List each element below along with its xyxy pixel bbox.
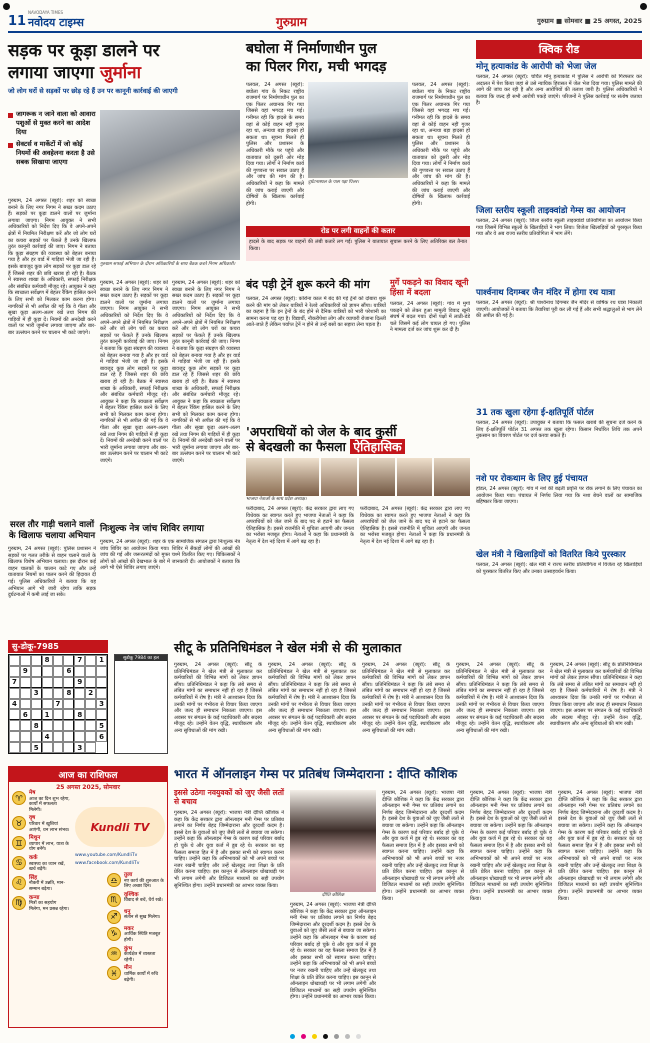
zodiac-icon: ♌ — [12, 876, 26, 890]
sudoku-block — [8, 640, 168, 760]
lead-headline-highlight: जुर्माना — [100, 63, 142, 83]
sudoku-cell — [42, 720, 53, 731]
paper-name: नवोदय टाइम्स — [28, 16, 84, 29]
lead-story — [8, 40, 240, 520]
quick-read-item-6-title: खेल मंत्री ने खिलाड़ियों को वितरित किये पुरस्कार — [476, 550, 626, 560]
kundli-logo-text: Kundli TV — [90, 820, 150, 834]
banner-story — [246, 424, 470, 634]
sudoku-cell: 4 — [42, 731, 53, 742]
sudoku-cell: 5 — [96, 720, 107, 731]
rashi-name: तुला — [124, 872, 133, 878]
rashi-text: मित्रों का सहयोग मिलेगा, मन प्रसन्न रहेगा। — [29, 901, 70, 912]
quick-read-title: क्विक रीड — [476, 40, 642, 59]
registration-mark-top-right — [640, 3, 647, 10]
sudoku-cell: 8 — [42, 655, 53, 666]
quick-read-item-5-body: होडल, 24 अगस्त (ब्यूरो): गांव में नशे की बढ़ती प्रवृत्ति पर रोक लगाने के लिए पंचायत का आयोजन किया गया। पंचायत में निर्णय लिया गया कि नशा बेचने वालों का सामाजिक बहिष्कार किया जाएगा। — [476, 486, 642, 506]
rashi-signs_right-1 — [107, 893, 165, 907]
sudoku-cell: 1 — [96, 655, 107, 666]
quick-read-item-3 — [476, 288, 642, 404]
zodiac-icon: ♏ — [107, 893, 121, 907]
quick-read-item-6-body: पलवल, 24 अगस्त (ब्यूरो): खेल मंत्री ने राज्य स्तरीय प्रतियोगिता में विजेता रहे खिलाड़ियों को पुरस्कार वितरित किए और उनका उत्साहवर्धन किया। — [476, 562, 642, 575]
sudoku-cell: 5 — [31, 742, 42, 753]
games-body-3: गुरुग्राम, 24 अगस्त (ब्यूरो): भाजपा नेत्री दीप्ति कौशिक ने कहा कि केंद्र सरकार द्वारा ऑनलाइन मनी गेम्स पर प्रतिबंध लगाने का निर्णय बेहद जिम्मेदाराना और दूरदर्शी कदम है। इससे देश के युवाओं को जुए जैसी लतों से बचाया जा सकेगा। उन्होंने कहा कि ऑनलाइन गेम्स के कारण कई परिवार बर्बाद हो चुके थे और युवा कर्ज में डूब रहे थे। सरकार का यह फैसला समाज हित में है और इसका सभी को स्वागत करना चाहिए। उन्होंने कहा कि अभिभावकों को भी अपने बच्चों पर नजर रखनी चाहिए और उन्हें खेलकूद तथा शिक्षा के प्रति प्रेरित करना चाहिए। इस कानून से ऑनलाइन धोखाधड़ी पर भी लगाम लगेगी और डिजिटल माध्यमों का सही उपयोग सुनिश्चित होगा। उन्होंने प्रधानमंत्री का आभार व्यक्त किया। — [382, 790, 464, 902]
rashi-signs-5 — [12, 896, 70, 913]
rashi-signs-0 — [12, 791, 70, 813]
sudoku-cell — [96, 677, 107, 688]
rashi-signs_right-0 — [107, 873, 165, 890]
sudoku-cell — [9, 709, 20, 720]
rashi-signs_right-2 — [107, 910, 165, 924]
sudoku-cell — [74, 688, 85, 699]
train-body: पलवल, 24 अगस्त (ब्यूरो): कोरोना काल में बंद की गई ट्रेनों को दोबारा शुरू करने की मांग को लेकर यात्रियों ने रेलवे अधिकारियों को ज्ञापन सौंपा। यात्रियों का कहना है कि इन ट्रेनों के बंद होने से दैनिक यात्रियों को भारी परेशानी का सामना करना पड़ रहा है। विद्यार्थी, नौकरीपेशा लोग और व्यापारी रोजाना दिल्ली आते-जाते हैं लेकिन पर्याप्त ट्रेनें न होने से उन्हें बसों का सहारा लेना पड़ता है। — [246, 296, 386, 329]
delegation-headline: सीटू के प्रतिनिधिमंडल ने खेल मंत्री से की मुलाकात — [174, 640, 402, 655]
bridge-headline-line-1: बघोला में निर्माणाधीन पुल — [246, 41, 377, 57]
banner-photo-3 — [321, 458, 357, 496]
delegation-body-2: गुरुग्राम, 24 अगस्त (ब्यूरो): सीटू के प्रतिनिधिमंडल ने खेल मंत्री से मुलाकात कर कर्मचारियों की विभिन्न मांगों को लेकर ज्ञापन सौंपा। प्रतिनिधिमंडल ने कहा कि लंबे समय से लंबित मांगों का समाधान नहीं हो रहा है जिससे कर्मचारियों में रोष है। मंत्री ने आश्वासन दिया कि उनकी मांगों पर गंभीरता से विचार किया जाएगा और जल्द ही समाधान निकाला जाएगा। इस अवसर पर संगठन के कई पदाधिकारी और सदस्य मौजूद रहे। उन्होंने वेतन वृद्धि, स्थायीकरण और अन्य सुविधाओं की मांग रखी। — [268, 662, 356, 734]
rashi-name: कन्या — [29, 894, 40, 901]
quick-read-item-4 — [476, 408, 642, 470]
rashi-name: वृष — [29, 815, 36, 822]
rashi-text-block — [124, 927, 165, 944]
bridge-bar-title: रोड पर लगी वाहनों की कतार — [246, 226, 470, 237]
banner-photo-6 — [434, 458, 470, 496]
sudoku-prev-box — [114, 654, 168, 754]
banner-photo-1 — [246, 458, 282, 496]
rashi-signs-3 — [12, 856, 70, 873]
header-rule — [8, 31, 642, 33]
sudoku-cell — [63, 731, 74, 742]
sudoku-cell — [9, 720, 20, 731]
sudoku-cell — [85, 666, 96, 677]
rashi-text-block — [29, 896, 70, 913]
sudoku-cell — [31, 709, 42, 720]
page-number: 11 — [8, 14, 27, 29]
sudoku-cell — [20, 720, 31, 731]
sudoku-cell: 3 — [96, 699, 107, 710]
quick-read-item-6 — [476, 550, 642, 596]
sudoku-cell: 6 — [20, 709, 31, 720]
chicken-headline: मुर्गे पकड़ने का विवाद खूनी हिंसा में बदला — [390, 278, 469, 297]
sudoku-cell: 8 — [31, 720, 42, 731]
rashi-text-block — [29, 836, 70, 853]
sudoku-cell — [74, 699, 85, 710]
rashi-text: परिवार में खुशियां आएंगी, धन लाभ संभव। — [29, 821, 70, 833]
bridge-body-1: पलवल, 24 अगस्त (ब्यूरो): बघोला गांव के निकट राष्ट्रीय राजमार्ग पर निर्माणाधीन पुल का एक पिलर अचानक गिर गया जिससे वहां भगदड़ मच गई। गनीमत रही कि हादसे के समय वहां से कोई वाहन नहीं गुजर रहा था, अन्यथा बड़ा हादसा हो सकता था। सूचना मिलते ही पुलिस और प्रशासन के अधिकारी मौके पर पहुंचे और यातायात को दूसरी ओर मोड़ दिया गया। लोगों ने निर्माण कार्य की गुणवत्ता पर सवाल उठाए हैं और जांच की मांग की है। अधिकारियों ने कहा कि मामले की जांच कराई जाएगी और दोषियों के खिलाफ कार्रवाई होगी। — [246, 82, 304, 207]
rashi-signs_right-4 — [107, 947, 165, 964]
zodiac-icon: ♊ — [12, 836, 26, 850]
lead-bullets-box — [8, 110, 96, 170]
sudoku-cell — [20, 677, 31, 688]
lead-headline-line-2 — [8, 62, 240, 84]
sudoku-cell — [85, 677, 96, 688]
bridge-photo — [308, 82, 408, 178]
camp-body: गुरुग्राम, 24 अगस्त (ब्यूरो): शहर के एक सामाजिक संगठन द्वारा निःशुल्क नेत्र जांच शिविर का आयोजन किया गया। शिविर में सैकड़ों लोगों की आंखों की जांच की गई और जरूरतमंदों को मुफ्त चश्मे वितरित किए गए। चिकित्सकों ने लोगों को आंखों की देखभाल के बारे में जानकारी दी। आयोजकों ने बताया कि आगे भी ऐसे शिविर लगाए जाएंगे। — [100, 539, 240, 572]
sudoku-cell: 7 — [74, 655, 85, 666]
sudoku-cell — [53, 655, 64, 666]
horoscope-block — [8, 766, 168, 1028]
zodiac-icon: ♑ — [107, 927, 121, 941]
sudoku-cell — [42, 677, 53, 688]
zodiac-icon: ♓ — [107, 966, 121, 980]
zodiac-icon: ♐ — [107, 910, 121, 924]
rashi-text-block — [124, 947, 165, 964]
rashi-text: विवाद से बचें, धैर्य रखें। — [124, 898, 163, 904]
sudoku-cell: 6 — [63, 666, 74, 677]
delegation-story — [174, 640, 642, 760]
games-body-2: गुरुग्राम, 24 अगस्त (ब्यूरो): भाजपा नेत्री दीप्ति कौशिक ने कहा कि केंद्र सरकार द्वारा ऑनलाइन मनी गेम्स पर प्रतिबंध लगाने का निर्णय बेहद जिम्मेदाराना और दूरदर्शी कदम है। इससे देश के युवाओं को जुए जैसी लतों से बचाया जा सकेगा। उन्होंने कहा कि ऑनलाइन गेम्स के कारण कई परिवार बर्बाद हो चुके थे और युवा कर्ज में डूब रहे थे। सरकार का यह फैसला समाज हित में है और इसका सभी को स्वागत करना चाहिए। उन्होंने कहा कि अभिभावकों को भी अपने बच्चों पर नजर रखनी चाहिए और उन्हें खेलकूद तथा शिक्षा के प्रति प्रेरित करना चाहिए। इस कानून से ऑनलाइन धोखाधड़ी पर भी लगाम लगेगी और डिजिटल माध्यमों का सही उपयोग सुनिश्चित होगा। उन्होंने प्रधानमंत्री का आभार व्यक्त किया। — [290, 902, 376, 1001]
sudoku-cell — [20, 655, 31, 666]
sudoku-cell — [31, 666, 42, 677]
sudoku-cell — [63, 742, 74, 753]
sudoku-cell — [42, 699, 53, 710]
page-header — [8, 10, 642, 36]
chicken-story — [390, 278, 470, 418]
games-body-1: गुरुग्राम, 24 अगस्त (ब्यूरो): भाजपा नेत्री दीप्ति कौशिक ने कहा कि केंद्र सरकार द्वारा ऑनलाइन मनी गेम्स पर प्रतिबंध लगाने का निर्णय बेहद जिम्मेदाराना और दूरदर्शी कदम है। इससे देश के युवाओं को जुए जैसी लतों से बचाया जा सकेगा। उन्होंने कहा कि ऑनलाइन गेम्स के कारण कई परिवार बर्बाद हो चुके थे और युवा कर्ज में डूब रहे थे। सरकार का यह फैसला समाज हित में है और इसका सभी को स्वागत करना चाहिए। उन्होंने कहा कि अभिभावकों को भी अपने बच्चों पर नजर रखनी चाहिए और उन्हें खेलकूद तथा शिक्षा के प्रति प्रेरित करना चाहिए। इस कानून से ऑनलाइन धोखाधड़ी पर भी लगाम लगेगी और डिजिटल माध्यमों का सही उपयोग सुनिश्चित होगा। उन्होंने प्रधानमंत्री का आभार व्यक्त किया। — [174, 810, 284, 889]
sudoku-cell — [96, 688, 107, 699]
rashi-text-block — [124, 893, 163, 904]
sudoku-cell — [31, 731, 42, 742]
banner-photo-4 — [359, 458, 395, 496]
sudoku-cell — [42, 666, 53, 677]
sudoku-cell — [9, 688, 20, 699]
rashi-text-block — [124, 910, 160, 921]
sudoku-cell — [85, 720, 96, 731]
rashi-text-block — [124, 966, 165, 983]
sudoku-cell — [20, 731, 31, 742]
zodiac-icon: ♉ — [12, 816, 26, 830]
sudoku-cell — [85, 655, 96, 666]
bridge-bar — [246, 226, 470, 261]
quick-read-item-4-body: पलवल, 24 अगस्त (ब्यूरो): उपायुक्त ने बताया कि फसल खराबे की सूचना दर्ज करने के लिए ई-क्षतिपूर्ति पोर्टल 31 अगस्त तक खुला रहेगा। किसान निर्धारित तिथि तक अपने नुकसान का विवरण पोर्टल पर दर्ज करवा सकते हैं। — [476, 420, 642, 440]
rashi-text: व्यापार में लाभ, यात्रा के योग बनेंगे। — [29, 841, 69, 853]
games-body-4: गुरुग्राम, 24 अगस्त (ब्यूरो): भाजपा नेत्री दीप्ति कौशिक ने कहा कि केंद्र सरकार द्वारा ऑनलाइन मनी गेम्स पर प्रतिबंध लगाने का निर्णय बेहद जिम्मेदाराना और दूरदर्शी कदम है। इससे देश के युवाओं को जुए जैसी लतों से बचाया जा सकेगा। उन्होंने कहा कि ऑनलाइन गेम्स के कारण कई परिवार बर्बाद हो चुके थे और युवा कर्ज में डूब रहे थे। सरकार का यह फैसला समाज हित में है और इसका सभी को स्वागत करना चाहिए। उन्होंने कहा कि अभिभावकों को भी अपने बच्चों पर नजर रखनी चाहिए और उन्हें खेलकूद तथा शिक्षा के प्रति प्रेरित करना चाहिए। इस कानून से ऑनलाइन धोखाधड़ी पर भी लगाम लगेगी और डिजिटल माध्यमों का सही उपयोग सुनिश्चित होगा। उन्होंने प्रधानमंत्री का आभार व्यक्त किया। — [470, 790, 552, 902]
sudoku-cell — [53, 720, 64, 731]
bridge-headline-line-2: का पिलर गिरा, मची भगदड़ — [246, 59, 387, 75]
dateline: गुरुग्राम ■ सोमवार ■ 25 अगस्त, 2025 — [536, 17, 642, 25]
sudoku-cell: 2 — [85, 688, 96, 699]
bottom-strip — [0, 1034, 650, 1040]
zodiac-icon: ♈ — [12, 791, 26, 805]
sudoku-cell — [9, 655, 20, 666]
games-photo-caption: दीप्ति कौशिक — [321, 893, 345, 898]
section-name: गुरुग्राम — [276, 15, 307, 29]
lead-photo — [100, 110, 240, 260]
traffic-headline: सरल तौर गाड़ी चलाने वालों के खिलाफ चलाया अभियान — [8, 520, 96, 541]
kundli-link-2[interactable]: www.facebook.com/KundliTv — [75, 861, 140, 866]
sudoku-cell — [63, 720, 74, 731]
sudoku-cell — [63, 699, 74, 710]
rashi-name: कुंभ — [124, 945, 133, 952]
sudoku-grid — [8, 654, 108, 754]
lead-headline-line-1: सड़क पर कूड़ा डालने पर — [8, 41, 160, 61]
lead-bullet-1: जागरूक न जाने वाला को आवारा पशुओं से मुक्त करने का आदेश दिया — [8, 110, 96, 137]
sudoku-cell — [31, 677, 42, 688]
rashi-text: नए कार्य की शुरुआत के लिए अच्छा दिन। — [124, 878, 164, 890]
delegation-body-4: गुरुग्राम, 24 अगस्त (ब्यूरो): सीटू के प्रतिनिधिमंडल ने खेल मंत्री से मुलाकात कर कर्मचारियों की विभिन्न मांगों को लेकर ज्ञापन सौंपा। प्रतिनिधिमंडल ने कहा कि लंबे समय से लंबित मांगों का समाधान नहीं हो रहा है जिससे कर्मचारियों में रोष है। मंत्री ने आश्वासन दिया कि उनकी मांगों पर गंभीरता से विचार किया जाएगा और जल्द ही समाधान निकाला जाएगा। इस अवसर पर संगठन के कई पदाधिकारी और सदस्य मौजूद रहे। उन्होंने वेतन वृद्धि, स्थायीकरण और अन्य सुविधाओं की मांग रखी। — [456, 662, 544, 734]
banner-photo-2 — [284, 458, 320, 496]
rashi-text-block — [29, 876, 70, 893]
sudoku-cell — [53, 688, 64, 699]
zodiac-icon: ♋ — [12, 856, 26, 870]
rashi-text-block — [124, 873, 165, 890]
rashi-text: कार्यक्षेत्र में व्यस्तता रहेगी। — [124, 952, 156, 963]
rashi-signs_right-5 — [107, 966, 165, 983]
bridge-body-2: पलवल, 24 अगस्त (ब्यूरो): बघोला गांव के निकट राष्ट्रीय राजमार्ग पर निर्माणाधीन पुल का एक पिलर अचानक गिर गया जिससे वहां भगदड़ मच गई। गनीमत रही कि हादसे के समय वहां से कोई वाहन नहीं गुजर रहा था, अन्यथा बड़ा हादसा हो सकता था। सूचना मिलते ही पुलिस और प्रशासन के अधिकारी मौके पर पहुंचे और यातायात को दूसरी ओर मोड़ दिया गया। लोगों ने निर्माण कार्य की गुणवत्ता पर सवाल उठाए हैं और जांच की मांग की है। अधिकारियों ने कहा कि मामले की जांच कराई जाएगी और दोषियों के खिलाफ कार्रवाई होगी। — [412, 82, 470, 207]
sudoku-cell: 7 — [9, 677, 20, 688]
sudoku-cell: 9 — [74, 677, 85, 688]
camp-story — [100, 524, 240, 634]
paper-small-name: NAVODAYA TIMES — [28, 10, 64, 15]
sudoku-cell — [53, 731, 64, 742]
sudoku-cell — [63, 655, 74, 666]
sudoku-cell: 7 — [53, 699, 64, 710]
rashi-signs-4 — [12, 876, 70, 893]
sudoku-cell — [96, 709, 107, 720]
delegation-body-3: गुरुग्राम, 24 अगस्त (ब्यूरो): सीटू के प्रतिनिधिमंडल ने खेल मंत्री से मुलाकात कर कर्मचारियों की विभिन्न मांगों को लेकर ज्ञापन सौंपा। प्रतिनिधिमंडल ने कहा कि लंबे समय से लंबित मांगों का समाधान नहीं हो रहा है जिससे कर्मचारियों में रोष है। मंत्री ने आश्वासन दिया कि उनकी मांगों पर गंभीरता से विचार किया जाएगा और जल्द ही समाधान निकाला जाएगा। इस अवसर पर संगठन के कई पदाधिकारी और सदस्य मौजूद रहे। उन्होंने वेतन वृद्धि, स्थायीकरण और अन्य सुविधाओं की मांग रखी। — [362, 662, 450, 734]
rashi-signs-2 — [12, 836, 70, 853]
delegation-body-5: गुरुग्राम, 24 अगस्त (ब्यूरो): सीटू के प्रतिनिधिमंडल ने खेल मंत्री से मुलाकात कर कर्मचारियों की विभिन्न मांगों को लेकर ज्ञापन सौंपा। प्रतिनिधिमंडल ने कहा कि लंबे समय से लंबित मांगों का समाधान नहीं हो रहा है जिससे कर्मचारियों में रोष है। मंत्री ने आश्वासन दिया कि उनकी मांगों पर गंभीरता से विचार किया जाएगा और जल्द ही समाधान निकाला जाएगा। इस अवसर पर संगठन के कई पदाधिकारी और सदस्य मौजूद रहे। उन्होंने वेतन वृद्धि, स्थायीकरण और अन्य सुविधाओं की मांग रखी। — [550, 662, 642, 728]
bridge-story — [246, 40, 470, 270]
rashi-name: कर्क — [29, 854, 38, 861]
quick-read-item-1-title: मोनू हत्याकांड के आरोपी को भेजा जेल — [476, 62, 597, 72]
banner-body-2: फरीदाबाद, 24 अगस्त (ब्यूरो): केंद्र सरकार द्वारा लाए गए विधेयक का स्वागत करते हुए भाजपा नेताओं ने कहा कि अपराधियों को जेल जाने के बाद पद से हटाने का फैसला ऐतिहासिक है। इससे राजनीति में शुचिता आएगी और जनता का भरोसा मजबूत होगा। नेताओं ने कहा कि प्रधानमंत्री के नेतृत्व में देश नई दिशा में आगे बढ़ रहा है। — [360, 506, 470, 545]
lead-deck: जो लोग घरों से सड़कों पर छोड़ रहे हैं उन पर कानूनी कार्रवाई की जाएगी — [8, 87, 178, 95]
lead-photo-caption: गुरुग्राम सफाई अभियान के दौरान अधिकारियों के साथ बैठक करते निगम अधिकारी। — [100, 262, 236, 267]
sudoku-cell — [63, 709, 74, 720]
sudoku-cell — [9, 731, 20, 742]
sudoku-cell: 8 — [74, 709, 85, 720]
rashi-name: सिंह — [29, 874, 38, 881]
bridge-photo-caption: दुर्घटनास्थल के पास पड़ा पिलर। — [308, 180, 359, 185]
sudoku-cell — [96, 666, 107, 677]
sudoku-cell — [74, 666, 85, 677]
zodiac-icon: ♒ — [107, 947, 121, 961]
quick-read-item-3-body: पलवल, 24 अगस्त (ब्यूरो): श्री पार्श्वनाथ दिगम्बर जैन मंदिर से वार्षिक रथ यात्रा निकाली जाएगी। आयोजकों ने बताया कि तैयारियां पूरी कर ली गई हैं और सभी श्रद्धालुओं से भाग लेने की अपील की गई है। — [476, 300, 642, 320]
quick-read — [476, 40, 642, 634]
sudoku-prev-label: सुडोकू 7984 का हल — [115, 655, 167, 661]
quick-read-item-4-title: 31 तक खुला रहेगा ई-क्षतिपूर्ति पोर्टल — [476, 408, 594, 418]
quick-read-item-2-body: पलवल, 24 अगस्त (ब्यूरो): जिला स्तरीय स्कूली ताइक्वांडो प्रतियोगिता का आयोजन किया गया जिसमें विभिन्न स्कूलों के खिलाड़ियों ने भाग लिया। विजेता खिलाड़ियों को पुरस्कृत किया गया और वे अब राज्य स्तरीय प्रतियोगिता में भाग लेंगे। — [476, 218, 642, 238]
sudoku-cell — [53, 742, 64, 753]
sudoku-cell — [53, 709, 64, 720]
sudoku-cell: 3 — [31, 688, 42, 699]
rashi-signs-1 — [12, 816, 70, 833]
quick-read-item-5 — [476, 474, 642, 546]
rashi-name: मिथुन — [29, 835, 41, 842]
sudoku-cell: 4 — [9, 699, 20, 710]
lead-headline-2a: लगाया जाएगा — [8, 63, 100, 83]
rashi-text-block — [29, 791, 70, 813]
sudoku-cell — [85, 709, 96, 720]
registration-mark-top-left — [3, 3, 10, 10]
sudoku-cell — [31, 699, 42, 710]
rashi-name: वृश्चिक — [124, 891, 139, 898]
rashi-signs_right-3 — [107, 927, 165, 944]
sudoku-cell — [85, 699, 96, 710]
sudoku-label: सु-डोकू-7985 — [8, 640, 108, 653]
banner-line-2 — [246, 439, 470, 454]
sudoku-cell — [20, 699, 31, 710]
quick-read-item-3-title: पार्श्वनाथ दिगम्बर जैन मंदिर में होगा रथ यात्रा — [476, 288, 616, 298]
games-story — [174, 766, 642, 1028]
camp-headline: निःशुल्क नेत्र जांच शिविर लगाया — [100, 524, 204, 534]
rashi-text: संतान से सुख मिलेगा। — [124, 915, 161, 921]
sudoku-cell — [42, 742, 53, 753]
games-sub: इससे उठेगा नवयुवकों को जुए जैसी लतों से बचाव — [174, 788, 284, 806]
lead-bullet-2: सेक्टर्स व मार्केटों में जो कोई नियमों की अवहेलना करता है उसे सबक सिखाया जाएगा — [8, 140, 96, 167]
quick-read-item-2 — [476, 206, 642, 284]
traffic-body: गुरुग्राम, 24 अगस्त (ब्यूरो): पुलिस प्रशासन ने सड़कों पर गलत तरीके से वाहन चलाने वालों के खिलाफ विशेष अभियान चलाया। इस दौरान कई वाहन चालकों के चालान काटे गए और उन्हें यातायात नियमों का पालन करने की हिदायत दी गई। पुलिस अधिकारियों ने बताया कि यह अभियान आगे भी जारी रहेगा ताकि सड़क दुर्घटनाओं में कमी लाई जा सके। — [8, 546, 96, 599]
quick-read-item-1 — [476, 62, 642, 202]
kundli-link-1[interactable]: www.youtube.com/KundliTv — [75, 853, 138, 858]
zodiac-icon: ♍ — [12, 896, 26, 910]
sudoku-cell — [74, 720, 85, 731]
train-story — [246, 278, 386, 418]
quick-read-item-5-title: नशे पर रोकथाम के लिए हुई पंचायत — [476, 474, 588, 484]
rashi-text: धार्मिक कार्यों में रुचि बढ़ेगी। — [124, 971, 159, 983]
sudoku-cell: 3 — [74, 742, 85, 753]
sudoku-cell — [20, 688, 31, 699]
delegation-body-1: गुरुग्राम, 24 अगस्त (ब्यूरो): सीटू के प्रतिनिधिमंडल ने खेल मंत्री से मुलाकात कर कर्मचारियों की विभिन्न मांगों को लेकर ज्ञापन सौंपा। प्रतिनिधिमंडल ने कहा कि लंबे समय से लंबित मांगों का समाधान नहीं हो रहा है जिससे कर्मचारियों में रोष है। मंत्री ने आश्वासन दिया कि उनकी मांगों पर गंभीरता से विचार किया जाएगा और जल्द ही समाधान निकाला जाएगा। इस अवसर पर संगठन के कई पदाधिकारी और सदस्य मौजूद रहे। उन्होंने वेतन वृद्धि, स्थायीकरण और अन्य सुविधाओं की मांग रखी। — [174, 662, 262, 734]
zodiac-icon: ♎ — [107, 873, 121, 887]
games-photo — [290, 790, 376, 892]
sudoku-cell: 9 — [20, 666, 31, 677]
sudoku-cell — [20, 742, 31, 753]
sudoku-cell — [9, 742, 20, 753]
horoscope-right — [107, 873, 165, 986]
sudoku-cell — [63, 677, 74, 688]
sudoku-cell — [85, 731, 96, 742]
chicken-body: पलवल, 24 अगस्त (ब्यूरो): गांव में मुर्गा पकड़ने को लेकर हुआ मामूली विवाद खूनी संघर्ष में बदल गया। दोनों पक्षों में लाठी-डंडे चले जिसमें कई लोग घायल हो गए। पुलिस ने मामला दर्ज कर जांच शुरू कर दी है। — [390, 301, 470, 334]
games-body-5: गुरुग्राम, 24 अगस्त (ब्यूरो): भाजपा नेत्री दीप्ति कौशिक ने कहा कि केंद्र सरकार द्वारा ऑनलाइन मनी गेम्स पर प्रतिबंध लगाने का निर्णय बेहद जिम्मेदाराना और दूरदर्शी कदम है। इससे देश के युवाओं को जुए जैसी लतों से बचाया जा सकेगा। उन्होंने कहा कि ऑनलाइन गेम्स के कारण कई परिवार बर्बाद हो चुके थे और युवा कर्ज में डूब रहे थे। सरकार का यह फैसला समाज हित में है और इसका सभी को स्वागत करना चाहिए। उन्होंने कहा कि अभिभावकों को भी अपने बच्चों पर नजर रखनी चाहिए और उन्हें खेलकूद तथा शिक्षा के प्रति प्रेरित करना चाहिए। इस कानून से ऑनलाइन धोखाधड़ी पर भी लगाम लगेगी और डिजिटल माध्यमों का सही उपयोग सुनिश्चित होगा। उन्होंने प्रधानमंत्री का आभार व्यक्त किया। — [558, 790, 642, 902]
quick-read-item-2-title: जिला स्तरीय स्कूली ताइक्वांडो गेम्स का आयोजन — [476, 206, 626, 216]
lead-body-cont: गुरुग्राम, 24 अगस्त (ब्यूरो): शहर को स्वच्छ बनाने के लिए नगर निगम ने सख्त कदम उठाए हैं। सड़कों पर कूड़ा डालने वालों पर जुर्माना लगाया जाएगा। निगम आयुक्त ने सभी अधिकारियों को निर्देश दिए कि वे अपने-अपने क्षेत्रों में नियमित निरीक्षण करें और जो लोग घरों का कचरा सड़कों पर फेंकते हैं उनके खिलाफ तुरंत कानूनी कार्रवाई की जाए। निगम ने बताया कि कूड़ा संग्रहण की व्यवस्था को बेहतर बनाया गया है और हर वार्ड में गाड़ियां भेजी जा रही हैं। इसके बावजूद कुछ लोग सड़कों पर कूड़ा डाल रहे हैं जिससे शहर की छवि खराब हो रही है। बैठक में स्वास्थ्य शाखा के अधिकारी, सफाई निरीक्षक और संबंधित कर्मचारी मौजूद रहे। आयुक्त ने कहा कि स्वच्छता सर्वेक्षण में बेहतर रैंकिंग हासिल करने के लिए सभी को मिलकर काम करना होगा। नागरिकों से भी अपील की गई कि वे गीला और सूखा कूड़ा अलग-अलग रखें तथा निगम की गाड़ियों में ही कूड़ा दें। नियमों की अनदेखी करने वालों पर भारी जुर्माना लगाया जाएगा और बार-बार उल्लंघन करने पर चालान भी काटे जाएंगे। — [100, 280, 168, 465]
banner-caption: भाजपा नेताओं के साथ प्रदेश अध्यक्ष। — [246, 497, 307, 502]
rashi-text: आर्थिक स्थिति मजबूत होगी। — [124, 932, 161, 943]
banner-highlight: ऐतिहासिक — [350, 439, 404, 454]
sudoku-cell — [31, 655, 42, 666]
rashi-text: आज का दिन शुभ रहेगा, कार्यों में सफलता मिलेगी। — [29, 796, 70, 813]
banner-line-1: 'अपराधियों को जेल के बाद कुर्सी — [246, 424, 397, 439]
sudoku-cell: 1 — [42, 709, 53, 720]
rashi-text-block — [29, 816, 70, 833]
banner-body-1: फरीदाबाद, 24 अगस्त (ब्यूरो): केंद्र सरकार द्वारा लाए गए विधेयक का स्वागत करते हुए भाजपा नेताओं ने कहा कि अपराधियों को जेल जाने के बाद पद से हटाने का फैसला ऐतिहासिक है। इससे राजनीति में शुचिता आएगी और जनता का भरोसा मजबूत होगा। नेताओं ने कहा कि प्रधानमंत्री के नेतृत्व में देश नई दिशा में आगे बढ़ रहा है। — [246, 506, 354, 545]
sudoku-cell: 6 — [96, 731, 107, 742]
lead-body-cont-2: गुरुग्राम, 24 अगस्त (ब्यूरो): शहर को स्वच्छ बनाने के लिए नगर निगम ने सख्त कदम उठाए हैं। सड़कों पर कूड़ा डालने वालों पर जुर्माना लगाया जाएगा। निगम आयुक्त ने सभी अधिकारियों को निर्देश दिए कि वे अपने-अपने क्षेत्रों में नियमित निरीक्षण करें और जो लोग घरों का कचरा सड़कों पर फेंकते हैं उनके खिलाफ तुरंत कानूनी कार्रवाई की जाए। निगम ने बताया कि कूड़ा संग्रहण की व्यवस्था को बेहतर बनाया गया है और हर वार्ड में गाड़ियां भेजी जा रही हैं। इसके बावजूद कुछ लोग सड़कों पर कूड़ा डाल रहे हैं जिससे शहर की छवि खराब हो रही है। बैठक में स्वास्थ्य शाखा के अधिकारी, सफाई निरीक्षक और संबंधित कर्मचारी मौजूद रहे। आयुक्त ने कहा कि स्वच्छता सर्वेक्षण में बेहतर रैंकिंग हासिल करने के लिए सभी को मिलकर काम करना होगा। नागरिकों से भी अपील की गई कि वे गीला और सूखा कूड़ा अलग-अलग रखें तथा निगम की गाड़ियों में ही कूड़ा दें। नियमों की अनदेखी करने वालों पर भारी जुर्माना लगाया जाएगा और बार-बार उल्लंघन करने पर चालान भी काटे जाएंगे। — [172, 280, 240, 465]
sudoku-cell — [85, 742, 96, 753]
sudoku-cell — [9, 666, 20, 677]
rashi-name: मकर — [124, 925, 134, 932]
horoscope-left — [12, 791, 70, 915]
games-headline: भारत में ऑनलाइन गेम्स पर प्रतिबंध जिम्मेदाराना : दीप्ति कौशिक — [174, 767, 458, 781]
quick-read-item-1-body: पलवल, 24 अगस्त (ब्यूरो): चर्चित मोनू हत्याकांड में पुलिस ने आरोपी को गिरफ्तार कर अदालत में पेश किया जहां से उसे न्यायिक हिरासत में जेल भेज दिया गया। पुलिस मामले की आगे की जांच कर रही है और अन्य आरोपियों की तलाश जारी है। पुलिस अधिकारियों ने बताया कि जल्द ही सभी आरोपी पकड़े जाएंगे। परिजनों ने पुलिस कार्रवाई पर संतोष जताया है। — [476, 74, 642, 107]
sudoku-cell — [53, 677, 64, 688]
banner-photo-strip — [246, 458, 470, 496]
rashi-name: धनु — [124, 908, 131, 915]
rashi-text: स्वास्थ्य का ध्यान रखें, खर्च बढ़ेंगे। — [29, 861, 65, 873]
horoscope-date: 25 अगस्त 2025, सोमवार — [56, 784, 120, 791]
sudoku-cell — [53, 666, 64, 677]
banner-photo-5 — [397, 458, 433, 496]
train-headline: बंद पड़ी ट्रेनें शुरू करने की मांग — [246, 278, 370, 291]
lead-body: गुरुग्राम, 24 अगस्त (ब्यूरो): शहर को स्वच्छ बनाने के लिए नगर निगम ने सख्त कदम उठाए हैं। सड़कों पर कूड़ा डालने वालों पर जुर्माना लगाया जाएगा। निगम आयुक्त ने सभी अधिकारियों को निर्देश दिए कि वे अपने-अपने क्षेत्रों में नियमित निरीक्षण करें और जो लोग घरों का कचरा सड़कों पर फेंकते हैं उनके खिलाफ तुरंत कानूनी कार्रवाई की जाए। निगम ने बताया कि कूड़ा संग्रहण की व्यवस्था को बेहतर बनाया गया है और हर वार्ड में गाड़ियां भेजी जा रही हैं। इसके बावजूद कुछ लोग सड़कों पर कूड़ा डाल रहे हैं जिससे शहर की छवि खराब हो रही है। बैठक में स्वास्थ्य शाखा के अधिकारी, सफाई निरीक्षक और संबंधित कर्मचारी मौजूद रहे। आयुक्त ने कहा कि स्वच्छता सर्वेक्षण में बेहतर रैंकिंग हासिल करने के लिए सभी को मिलकर काम करना होगा। नागरिकों से भी अपील की गई कि वे गीला और सूखा कूड़ा अलग-अलग रखें तथा निगम की गाड़ियों में ही कूड़ा दें। नियमों की अनदेखी करने वालों पर भारी जुर्माना लगाया जाएगा और बार-बार उल्लंघन करने पर चालान भी काटे जाएंगे। — [8, 198, 96, 336]
banner-line-2a: से बेदखली का फैसला — [246, 439, 351, 454]
rashi-name: मेष — [29, 790, 36, 796]
kundli-logo — [75, 807, 165, 847]
sudoku-cell — [42, 688, 53, 699]
rashi-text: नौकरी में उन्नति, मान-सम्मान बढ़ेगा। — [29, 881, 66, 892]
bridge-bar-body: हादसे के बाद सड़क पर वाहनों की लंबी कतारें लग गईं। पुलिस ने यातायात सुचारू करने के लिए अतिरिक्त बल तैनात किया। — [246, 237, 470, 261]
horoscope-title: आज का राशिफल — [9, 767, 167, 782]
rashi-text-block — [29, 856, 70, 873]
sudoku-cell: 8 — [63, 688, 74, 699]
rashi-name: मीन — [124, 965, 132, 972]
sudoku-cell — [74, 731, 85, 742]
